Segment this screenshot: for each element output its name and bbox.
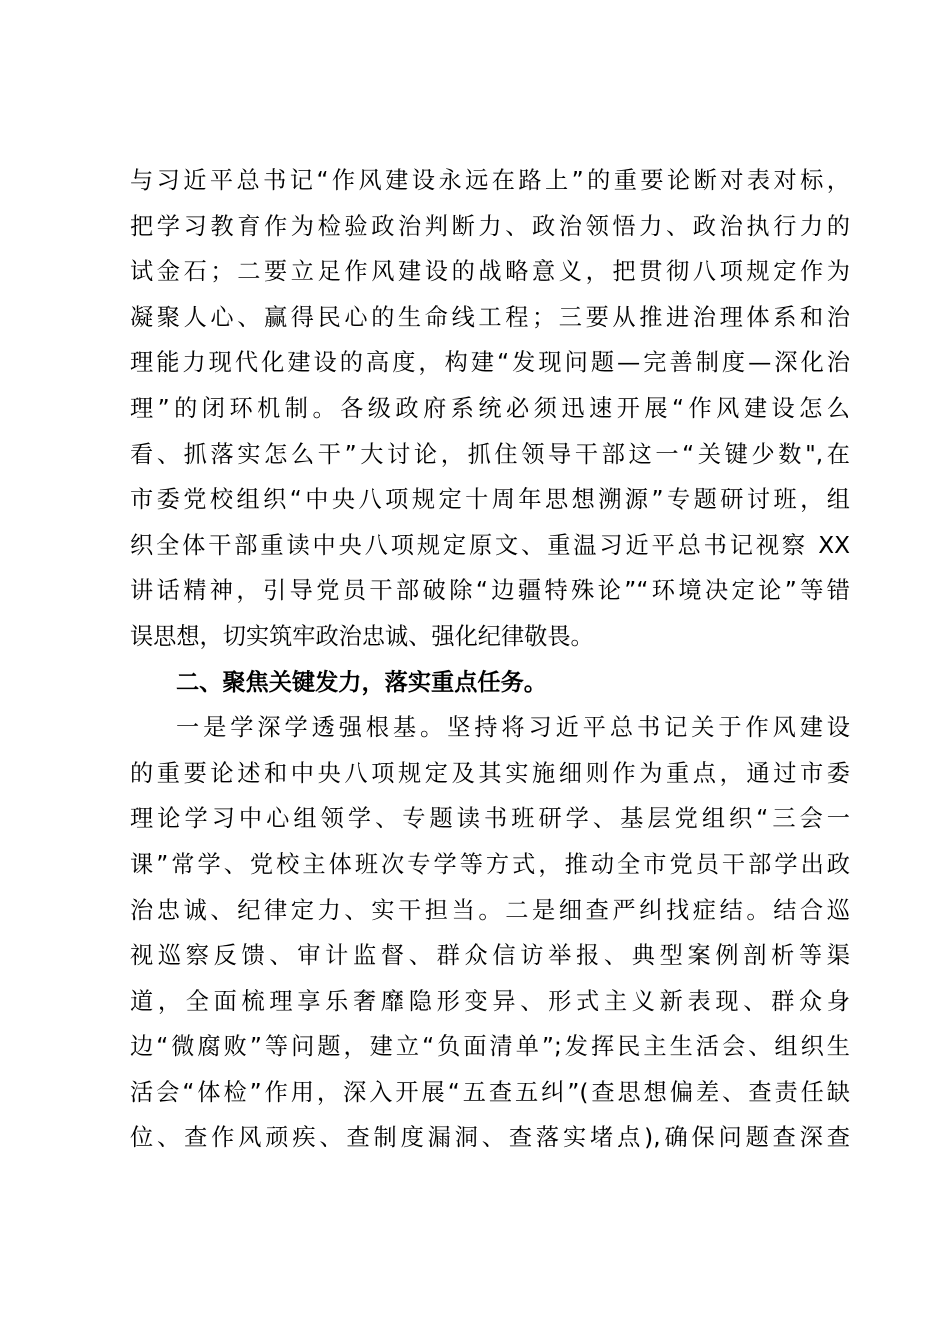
paragraph-line: 活会“体检”作用，深入开展“五查五纠”(查思想偏差、查责任缺 <box>130 1078 850 1106</box>
paragraph-line: 治忠诚、纪律定力、实干担当。二是细查严纠找症结。结合巡 <box>130 896 850 924</box>
paragraph-line: 试金石；二要立足作风建设的战略意义，把贯彻八项规定作为 <box>130 258 850 286</box>
document-body <box>130 158 850 1161</box>
paragraph-line: 理论学习中心组领学、专题读书班研学、基层党组织“三会一 <box>130 805 850 833</box>
paragraph-line: 误思想，切实筑牢政治忠诚、强化纪律敬畏。 <box>130 622 594 650</box>
paragraph-line: 位、查作风顽疾、查制度漏洞、查落实堵点),确保问题查深查 <box>130 1124 850 1152</box>
paragraph-line: 市委党校组织“中央八项规定十周年思想溯源”专题研讨班，组 <box>130 486 850 514</box>
paragraph-line: 课”常学、党校主体班次专学等方式，推动全市党员干部学出政 <box>130 850 850 878</box>
paragraph-line: 的重要论述和中央八项规定及其实施细则作为重点，通过市委 <box>130 759 850 787</box>
paragraph-line: 与习近平总书记“作风建设永远在路上”的重要论断对表对标， <box>130 167 850 194</box>
paragraph-line: 讲话精神，引导党员干部破除“边疆特殊论”“环境决定论”等错 <box>130 577 850 605</box>
paragraph-line: 理”的闭环机制。各级政府系统必须迅速开展“作风建设怎么 <box>130 394 850 422</box>
paragraph-line: 织全体干部重读中央八项规定原文、重温习近平总书记视察 XX <box>130 531 850 559</box>
paragraph-line: 一是学深学透强根基。坚持将习近平总书记关于作风建设 <box>176 714 850 742</box>
section-heading: 二、聚焦关键发力，落实重点任务。 <box>176 668 547 696</box>
paragraph-line: 把学习教育作为检验政治判断力、政治领悟力、政治执行力的 <box>130 212 850 240</box>
paragraph-line: 凝聚人心、赢得民心的生命线工程；三要从推进治理体系和治 <box>130 303 850 331</box>
paragraph-line: 看、抓落实怎么干”大讨论，抓住领导干部这一“关键少数",在 <box>130 440 850 468</box>
paragraph-line: 道，全面梳理享乐奢靡隐形变异、形式主义新表现、群众身 <box>130 987 850 1015</box>
paragraph-line: 边“微腐败”等问题，建立“负面清单”;发挥民主生活会、组织生 <box>130 1033 850 1061</box>
paragraph-line: 视巡察反馈、审计监督、群众信访举报、典型案例剖析等渠 <box>130 942 850 970</box>
paragraph-line: 理能力现代化建设的高度，构建“发现问题—完善制度—深化治 <box>130 349 850 377</box>
